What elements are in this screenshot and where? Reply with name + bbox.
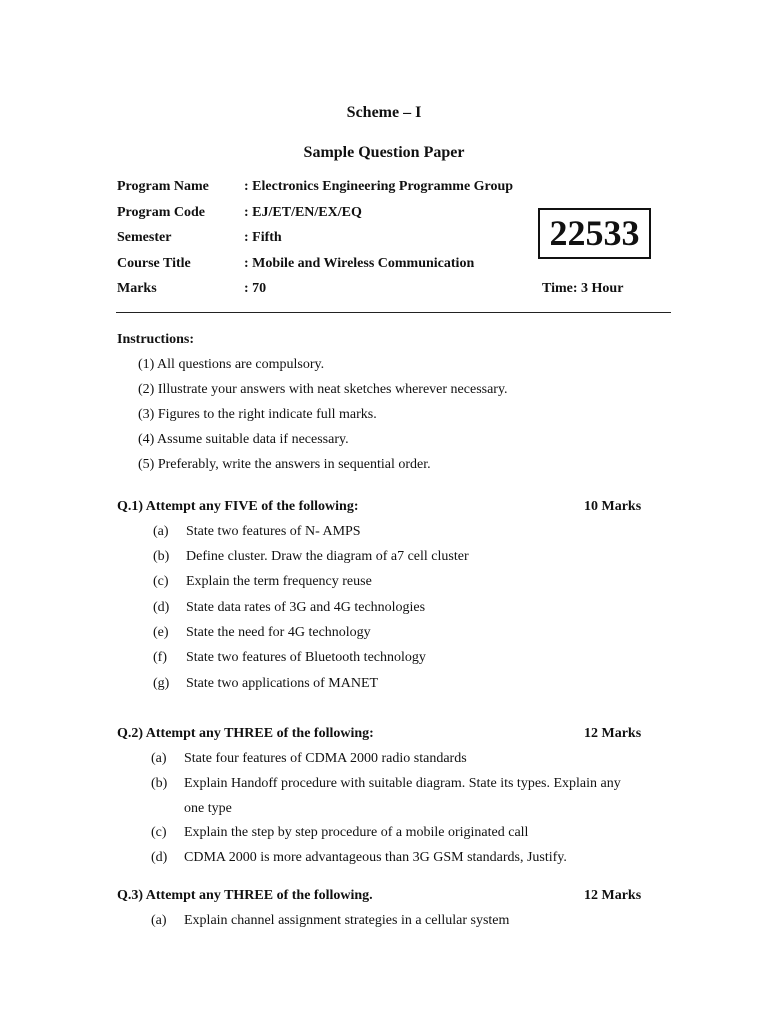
marks-value: : 70 [244,281,267,296]
item-text: State two applications of MANET [186,676,379,691]
item-text: Define cluster. Draw the diagram of a7 cell cluster [186,549,469,564]
instructions-heading: Instructions: [117,332,195,347]
program-name-label: Program Name [117,179,209,194]
question-heading: Q.3) Attempt any THREE of the following. [117,888,373,903]
program-code-label: Program Code [117,205,205,220]
item-text: State four features of CDMA 2000 radio standards [184,751,467,766]
question-marks: 12 Marks [584,888,642,903]
item-label: (a) [153,524,169,539]
item-label: (g) [153,676,170,691]
item-text: CDMA 2000 is more advantageous than 3G GSM standards, Justify. [184,850,567,865]
program-name-value: : Electronics Engineering Programme Group [244,179,514,194]
item-text: State the need for 4G technology [186,625,371,640]
exam-time: Time: 3 Hour [542,281,624,296]
course-title-label: Course Title [117,256,191,271]
item-label: (f) [153,650,167,665]
course-title-value: : Mobile and Wireless Communication [244,256,475,271]
item-label: (a) [151,751,167,766]
item-text: State data rates of 3G and 4G technologies [186,600,426,615]
instruction-item: (3) Figures to the right indicate full marks. [138,407,377,422]
item-text: Explain channel assignment strategies in a cellular system [184,913,510,928]
item-label: (d) [151,850,168,865]
item-text-continuation: one type [184,801,232,816]
course-code-box: 22533 [538,208,651,259]
semester-value: : Fifth [244,230,282,245]
item-label: (e) [153,625,169,640]
program-code-value: : EJ/ET/EN/EX/EQ [244,205,362,220]
scheme-heading: Scheme – I [346,104,422,121]
item-text: State two features of N- AMPS [186,524,361,539]
item-text: State two features of Bluetooth technology [186,650,426,665]
question-heading: Q.2) Attempt any THREE of the following: [117,726,374,741]
marks-label: Marks [117,281,157,296]
instruction-item: (1) All questions are compulsory. [138,357,325,372]
item-label: (d) [153,600,170,615]
instruction-item: (4) Assume suitable data if necessary. [138,432,349,447]
semester-label: Semester [117,230,172,245]
item-label: (c) [151,825,167,840]
item-text: Explain the step by step procedure of a mobile originated call [184,825,529,840]
instruction-item: (2) Illustrate your answers with neat sketches wherever necessary. [138,382,508,397]
item-label: (c) [153,574,169,589]
item-label: (a) [151,913,167,928]
header-divider [116,312,671,313]
question-heading: Q.1) Attempt any FIVE of the following: [117,499,359,514]
item-label: (b) [153,549,170,564]
instruction-item: (5) Preferably, write the answers in sequential order. [138,457,431,472]
question-marks: 10 Marks [584,499,642,514]
item-text: Explain Handoff procedure with suitable diagram. State its types. Explain any [184,776,621,791]
item-label: (b) [151,776,168,791]
page-title: Sample Question Paper [303,144,465,161]
question-marks: 12 Marks [584,726,642,741]
item-text: Explain the term frequency reuse [186,574,372,589]
